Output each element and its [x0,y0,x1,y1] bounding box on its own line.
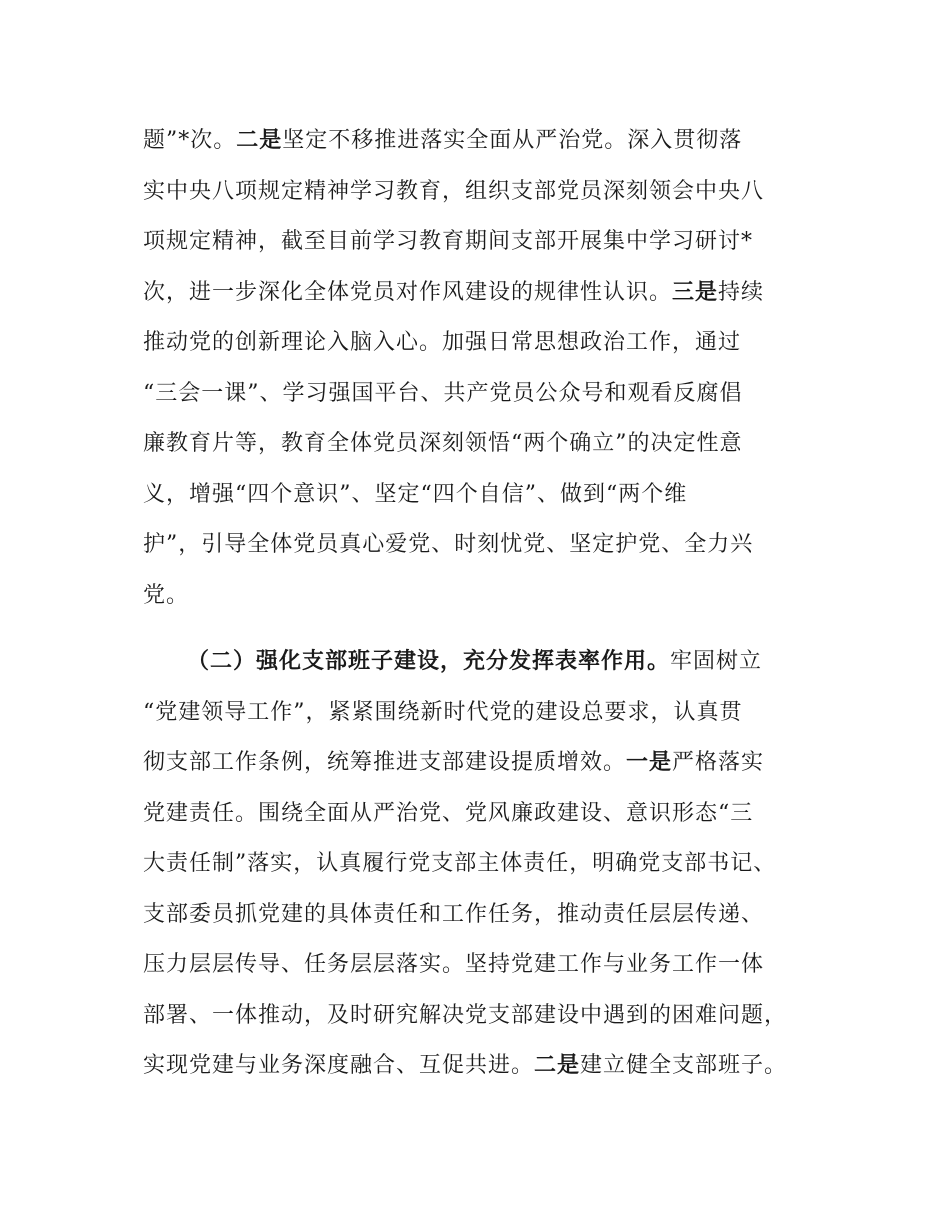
text-line: 党建责任。围绕全面从严治党、党风廉政建设、意识形态“三 [143,800,754,826]
text-run: 建立健全支部班子。 [580,1053,788,1078]
text-line: “三会一课”、学习强国平台、共产党员公众号和观看反腐倡 [143,380,743,406]
text-line: 大责任制”落实，认真履行党支部主体责任，明确党支部书记、 [143,851,777,876]
text-line [143,268,823,319]
text-run: 实现党建与业务深度融合、互促共进。 [143,1053,535,1078]
text-line: 实中央八项规定精神学习教育，组织支部党员深刻领会中央八 [143,178,765,204]
text-line: 压力层层传导、任务层层落实。坚持党建工作与业务工作一体 [143,952,765,977]
text-line [143,1041,823,1092]
text-line: 部署、一体推动，及时研究解决党支部建设中遇到的困难问题， [143,1002,788,1028]
text-line: 义，增强“四个意识”、坚定“四个自信”、做到“两个维 [143,481,688,507]
bold-lead: 三是 [672,279,719,305]
text-line [143,738,823,789]
text-line: 支部委员抓党建的具体责任和工作任务，推动责任层层传递、 [143,901,765,927]
document-body [143,116,823,1092]
text-run: 牢固树立 [670,649,763,674]
text-line: “党建领导工作”，紧紧围绕新时代党的建设总要求，认真贯 [143,699,743,725]
text-run: 题”*次。 [143,128,237,153]
bold-lead: 一是 [626,750,673,775]
text-run: 严格落实 [672,750,765,775]
paragraph-2 [143,637,823,1092]
paragraph-spacer [143,621,823,637]
text-line: 推动党的创新理论入脑入心。加强日常思想政治工作，通过 [143,330,742,355]
text-run: 持续 [718,279,765,305]
section-heading: （二）强化支部班子建设，充分发挥表率作用。 [187,649,671,674]
text-line: 党。 [143,582,190,608]
text-line [143,116,823,167]
text-line [143,637,823,688]
bold-lead: 二是 [236,128,283,153]
text-line: 护”，引导全体党员真心爱党、时刻忧党、坚定护党、全力兴 [143,532,754,557]
text-run: 彻支部工作条例，统筹推进支部建设提质增效。 [143,750,627,775]
text-line: 廉教育片等，教育全体党员深刻领悟“两个确立”的决定性意 [143,431,743,456]
text-run: 坚定不移推进落实全面从严治党。深入贯彻落 [282,128,743,153]
text-run: 次，进一步深化全体党员对作风建设的规律性认识。 [143,279,673,305]
bold-lead: 二是 [534,1053,581,1078]
paragraph-1 [143,116,823,621]
text-line: 项规定精神，截至目前学习教育期间支部开展集中学习研讨* [143,229,754,254]
